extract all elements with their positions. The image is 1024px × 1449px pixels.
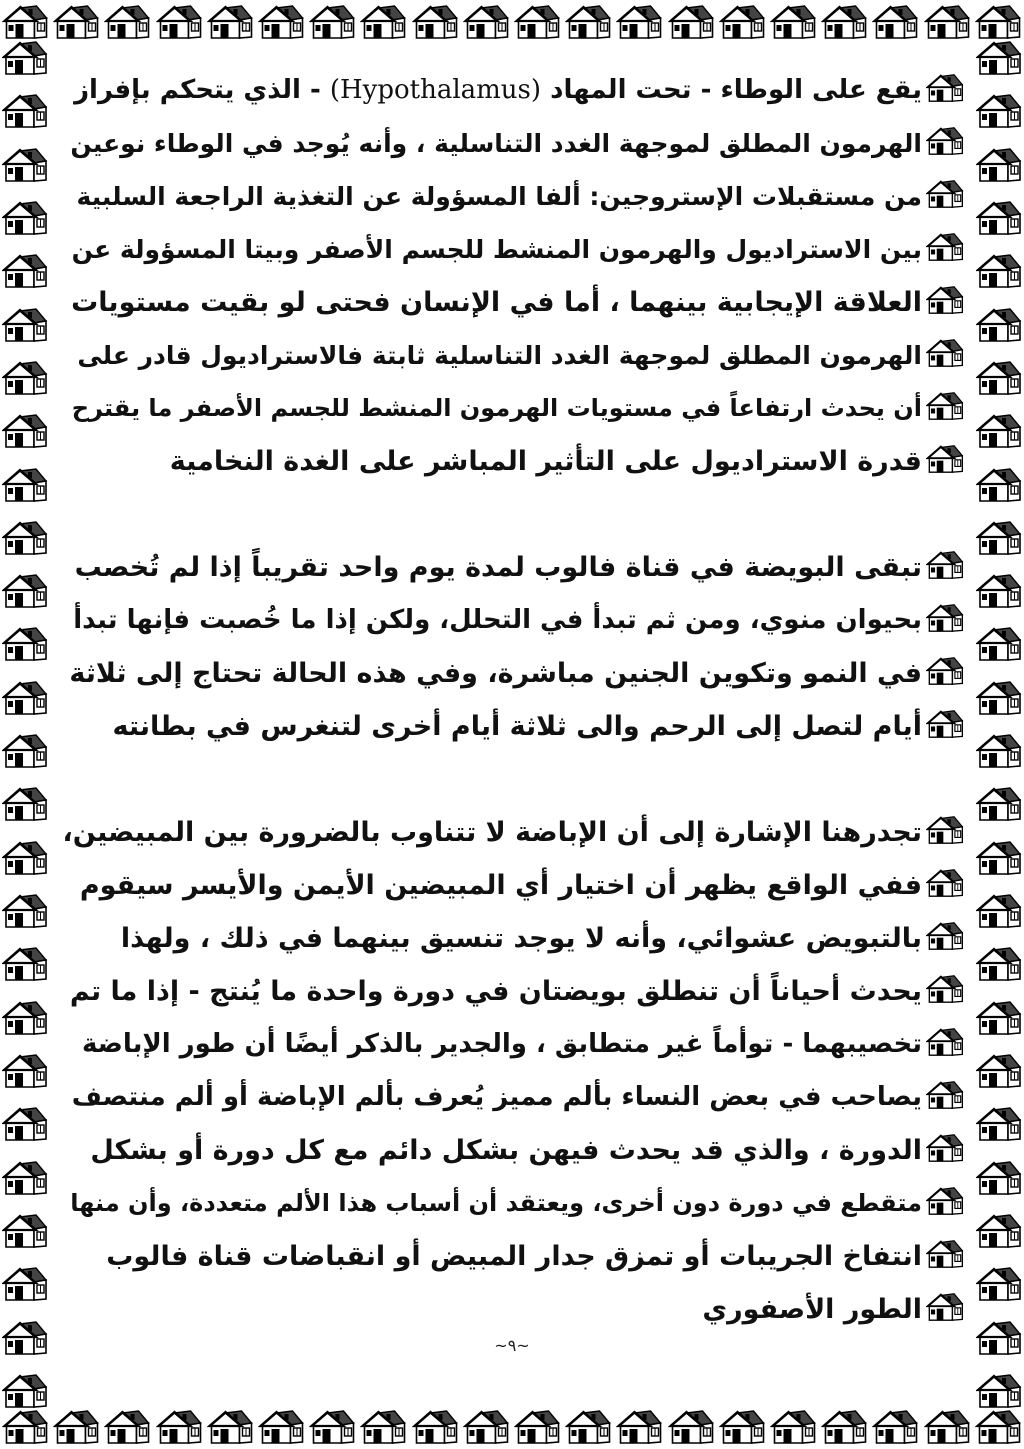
text-line [60,1124,964,1177]
house-icon [976,40,1022,76]
house-icon [976,786,1022,822]
house-icon [309,4,356,40]
house-icon [770,4,817,40]
line-text: في النمو وتكوين الجنين مباشرة، وفي هذه الحالة تحتاج إلى ثلاثة [69,658,922,689]
text-line [60,1018,964,1071]
house-icon [2,200,48,236]
line-text: بالتبويض عشوائي، وأنه لا يوجد تنسيق بينهما في ذلك ، ولهذا [120,923,922,954]
house-icon [514,4,561,40]
line-text: - الذي يتحكم بإفراز [74,75,321,105]
house-icon [104,1409,151,1445]
paragraph-spacer [60,753,964,806]
line-text: الدورة ، والذي قد يحدث فيهن بشكل دائم مع كل دورة أو بشكل [90,1135,922,1166]
text-line [60,1177,964,1230]
house-icon [975,1409,1022,1445]
text-line [60,700,964,753]
house-icon [926,337,964,369]
text-line [60,64,964,117]
line-text: يحدث أحياناً أن تنطلق بويضتان في دورة واحدة ما يُنتج - إذا ما تم [69,976,922,1007]
text-line [60,912,964,965]
text-line [60,1283,964,1336]
house-icon [926,1238,964,1270]
text-line [60,435,964,488]
house-icon [2,626,48,662]
text-line [60,859,964,912]
house-icon [926,708,964,740]
house-icon [207,4,254,40]
house-icon [258,1409,305,1445]
house-icon [2,733,48,769]
house-icon [565,1409,612,1445]
house-icon [926,867,964,899]
house-icon [2,1053,48,1089]
text-line [60,1071,964,1124]
house-icon [926,602,964,634]
house-icon [2,520,48,556]
house-icon [668,4,715,40]
house-icon [2,1160,48,1196]
house-icon [668,1409,715,1445]
house-icon [926,390,964,422]
page-border-right [974,40,1024,1409]
house-icon [976,680,1022,716]
house-icon [976,93,1022,129]
text-line [60,170,964,223]
house-icon [926,1026,964,1058]
line-text: يصاحب في بعض النساء بألم مميز يُعرف بألم الإباضة أو ألم منتصف [71,1082,922,1112]
house-icon [976,520,1022,556]
text-line [60,594,964,647]
house-icon [926,125,964,157]
text-line [60,223,964,276]
house-icon [872,1409,919,1445]
line-text: من مستقبلات الإستروجين: ألفا المسؤولة عن التغذية الراجعة السلبية [76,182,922,211]
house-icon [2,1409,49,1445]
text-line [60,647,964,700]
house-icon [976,1106,1022,1142]
house-icon [719,1409,766,1445]
house-icon [976,200,1022,236]
house-icon [926,1185,964,1217]
house-icon [2,307,48,343]
house-icon [2,1213,48,1249]
house-icon [2,147,48,183]
line-text: قدرة الاستراديول على التأثير المباشر على الغدة النخامية [169,446,922,477]
house-icon [156,4,203,40]
line-text: العلاقة الإيجابية بينهما ، أما في الإنسان فحتى لو بقيت مستويات [71,287,922,318]
line-text: انتفاخ الجريبات أو تمزق جدار المبيض أو انقباضات قناة فالوب [106,1241,922,1272]
house-icon [976,1160,1022,1196]
house-icon [926,284,964,316]
house-icon [258,4,305,40]
page-border-bottom [0,1409,1024,1445]
house-icon [926,920,964,952]
text-line [60,117,964,170]
house-icon [926,549,964,581]
house-icon [156,1409,203,1445]
text-line [60,329,964,382]
house-icon [2,360,48,396]
house-icon [463,1409,510,1445]
text-line [60,276,964,329]
house-icon [976,253,1022,289]
house-icon [924,4,971,40]
line-text: بحيوان منوي، ومن ثم تبدأ في التحلل، ولكن إذا ما خُصبت فإنها تبدأ [73,605,922,635]
house-icon [821,4,868,40]
house-icon [926,231,964,263]
house-icon [926,443,964,475]
line-text: تجدرهنا الإشارة إلى أن الإباضة لا تتناوب بالضرورة بين المبيضين، [62,817,922,848]
text-line [60,806,964,859]
house-icon [976,413,1022,449]
house-icon [2,40,48,76]
house-icon [926,973,964,1005]
line-text: يقع على الوطاء - تحت المهاد [550,75,922,105]
house-icon [976,573,1022,609]
house-icon [2,893,48,929]
house-icon [976,147,1022,183]
house-icon [104,4,151,40]
house-icon [2,1373,48,1409]
house-icon [463,4,510,40]
house-icon [976,1000,1022,1036]
text-line [60,1230,964,1283]
paragraph-ovum [60,541,964,753]
house-icon [719,4,766,40]
line-text: أن يحدث ارتفاعاً في مستويات الهرمون المنشط للجسم الأصفر ما يقترح [71,394,922,422]
house-icon [616,4,663,40]
house-icon [976,1213,1022,1249]
text-line [60,541,964,594]
line-text: الهرمون المطلق لموجهة الغدد التناسلية ثابتة فالاستراديول قادر على [77,341,922,370]
document-body [60,64,964,1336]
paragraph-spacer [60,488,964,541]
house-icon [926,178,964,210]
house-icon [976,1053,1022,1089]
house-icon [926,814,964,846]
house-icon [412,1409,459,1445]
house-icon [821,1409,868,1445]
page-number: ~٩~ [494,1336,530,1355]
page-border-top [0,4,1024,40]
house-icon [360,1409,407,1445]
house-icon [2,573,48,609]
house-icon [976,1373,1022,1409]
text-line [60,382,964,435]
house-icon [770,1409,817,1445]
line-text: الطور الأصفوري [702,1294,922,1325]
house-icon [2,413,48,449]
house-icon [565,4,612,40]
house-icon [976,307,1022,343]
house-icon [2,467,48,503]
house-icon [924,1409,971,1445]
house-icon [309,1409,356,1445]
paragraph-ovulation [60,806,964,1336]
house-icon [2,253,48,289]
paragraph-hypothalamus [60,64,964,488]
house-icon [412,4,459,40]
house-icon [514,1409,561,1445]
line-text: تبقى البويضة في قناة فالوب لمدة يوم واحد تقريباً إذا لم تُخصب [74,552,922,583]
house-icon [53,4,100,40]
house-icon [976,733,1022,769]
house-icon [53,1409,100,1445]
text-line [60,965,964,1018]
house-icon [2,4,49,40]
house-icon [976,1266,1022,1302]
house-icon [872,4,919,40]
house-icon [976,626,1022,662]
house-icon [976,893,1022,929]
house-icon [976,360,1022,396]
house-icon [926,1132,964,1164]
house-icon [2,1266,48,1302]
house-icon [975,4,1022,40]
house-icon [976,946,1022,982]
house-icon [976,840,1022,876]
house-icon [360,4,407,40]
house-icon [976,467,1022,503]
line-text: ففي الواقع يظهر أن اختيار أي المبيضين الأيمن والأيسر سيقوم [79,870,922,901]
house-icon [926,1079,964,1111]
house-icon [2,1106,48,1142]
house-icon [207,1409,254,1445]
house-icon [2,786,48,822]
line-text: أيام لتصل إلى الرحم والى ثلاثة أيام أخرى لتنغرس في بطانته [112,711,922,742]
latin-term: (Hypothalamus) [329,75,542,105]
house-icon [926,1291,964,1323]
house-icon [2,946,48,982]
house-icon [926,72,964,104]
house-icon [2,840,48,876]
line-text: تخصيبهما - توأماً غير متطابق ، والجدير بالذكر أيضًا أن طور الإباضة [81,1029,922,1059]
line-text: الهرمون المطلق لموجهة الغدد التناسلية ، وأنه يُوجد في الوطاء نوعين [70,129,922,158]
line-text: متقطع في دورة دون أخرى، ويعتقد أن أسباب هذا الألم متعددة، وأن منها [70,1189,922,1217]
line-text: بين الاستراديول والهرمون المنشط للجسم الأصفر وبيتا المسؤولة عن [71,235,922,264]
page-border-left [0,40,50,1409]
house-icon [2,1000,48,1036]
house-icon [2,93,48,129]
house-icon [926,655,964,687]
house-icon [616,1409,663,1445]
house-icon [2,680,48,716]
